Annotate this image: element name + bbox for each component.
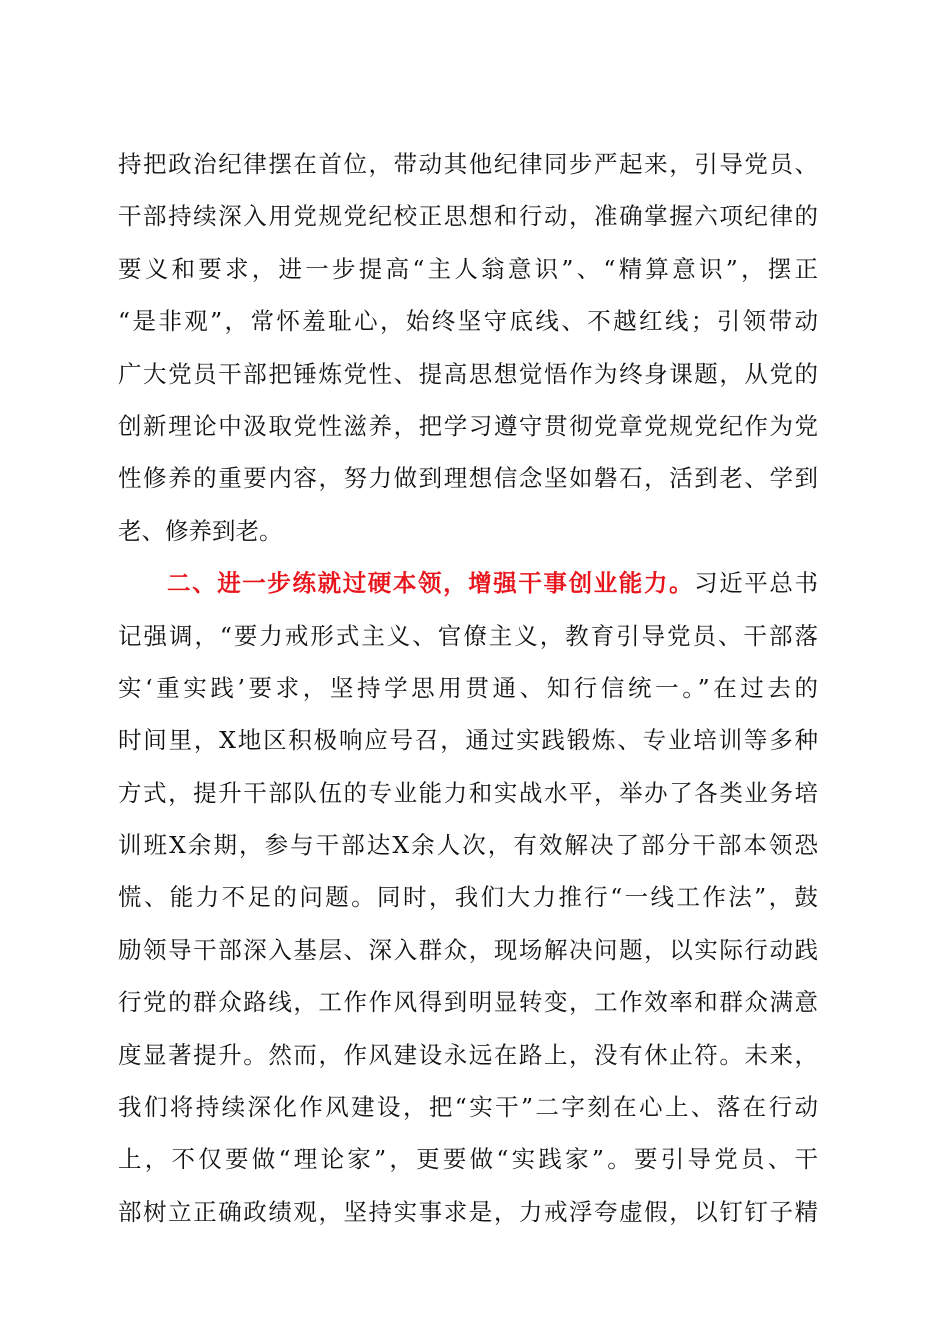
text-line: 广大党员干部把锤炼党性、提高思想觉悟作为终身课题，从党的: [118, 359, 818, 388]
text-line: 训班X余期，参与干部达X余人次，有效解决了部分干部本领恐: [118, 831, 818, 860]
text-line: 慌、能力不足的问题。同时，我们大力推行“一线工作法”，鼓: [118, 883, 818, 912]
text-line: 上，不仅要做“理论家”，更要做“实践家”。要引导党员、干: [118, 1145, 818, 1174]
section-heading-line: [118, 557, 818, 609]
text-line: “是非观”，常怀羞耻心，始终坚守底线、不越红线；引领带动: [118, 307, 818, 336]
text-line: 时间里，X地区积极响应号召，通过实践锻炼、专业培训等多种: [118, 726, 818, 755]
text-line: 度显著提升。然而，作风建设永远在路上，没有休止符。未来，: [118, 1040, 818, 1069]
text-line: 实‘重实践’要求，坚持学思用贯通、知行信统一。”在过去的: [118, 673, 818, 702]
text-line: 性修养的重要内容，努力做到理想信念坚如磐石，活到老、学到: [118, 464, 818, 493]
text-line: 干部持续深入用党规党纪校正思想和行动，准确掌握六项纪律的: [118, 202, 818, 231]
text-line: 老、修养到老。: [118, 516, 283, 545]
text-line: 创新理论中汲取党性滋养，把学习遵守贯彻党章党规党纪作为党: [118, 411, 818, 440]
text-line: 行党的群众路线，工作作风得到明显转变，工作效率和群众满意: [118, 988, 818, 1017]
text-line: 持把政治纪律摆在首位，带动其他纪律同步严起来，引导党员、: [118, 150, 818, 178]
text-line: 记强调，“要力戒形式主义、官僚主义，教育引导党员、干部落: [118, 621, 818, 650]
text-line: 励领导干部深入基层、深入群众，现场解决问题，以实际行动践: [118, 935, 818, 964]
text-line: 方式，提升干部队伍的专业能力和实战水平，举办了各类业务培: [118, 778, 818, 807]
heading-line-rest: 习近平总书: [694, 569, 818, 598]
text-line: 部树立正确政绩观，坚持实事求是，力戒浮夸虚假，以钉钉子精: [118, 1197, 818, 1226]
body-text: [118, 138, 818, 1238]
text-line: 要义和要求，进一步提高“主人翁意识”、“精算意识”，摆正: [118, 254, 818, 283]
section-heading: 二、进一步练就过硬本领，增强干事创业能力。: [167, 569, 695, 598]
text-line: 我们将持续深化作风建设，把“实干”二字刻在心上、落在行动: [118, 1093, 818, 1122]
